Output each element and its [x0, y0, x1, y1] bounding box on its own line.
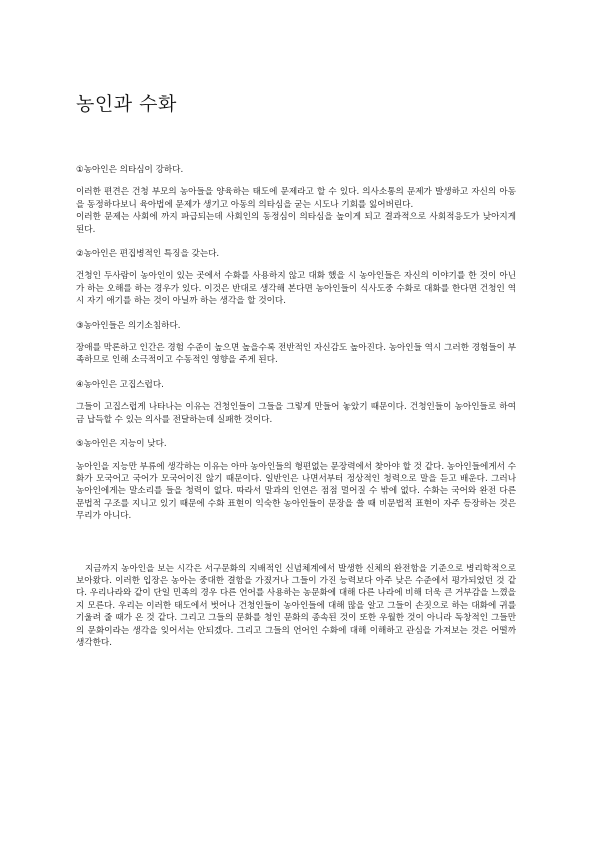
- section-heading-3: ③농아인들은 의기소침하다.: [76, 320, 181, 331]
- section-body-3: [76, 342, 516, 367]
- paragraph: 농아인을 지능만 부류에 생각하는 이유는 아마 농아인들의 형편없는 문장력에서 찾아야 할 것 같다. 농아인들에게서 수화가 모국어고 국어가 모국어이진 않기 때문이다. 일반인은 나면서부터 정상적인 청력으로 말을 듣고 배운다. 그러나 농아인에게는 말소리를 들을 청력이 없다. 따라서 말과의 인연은 점점 멀어질 수 밖에 없다. 수화는 국어와 완전 다른 문법적 구조를 지니고 있기 때문에 수화 표현이 익숙한 농아인들이 문장을 쓸 때 비문법적 표현이 자주 등장하는 것은 무리가 아니다.: [76, 461, 516, 522]
- document-title: 농인과 수화: [76, 93, 177, 115]
- section-body-1: [76, 186, 516, 236]
- section-body-2: [76, 270, 516, 307]
- section-body-4: [76, 401, 516, 426]
- section-heading-1: ①농아인은 의타심이 강하다.: [76, 165, 184, 175]
- section-heading-5: ⑤농아인은 지능이 낮다.: [76, 439, 167, 450]
- paragraph: 장애를 막론하고 인간은 경험 수준이 높으면 높을수록 전반적인 자신감도 높아진다. 농아인들 역시 그러한 경험들이 부족하므로 인해 소극적이고 수동적인 영향을 주게 된다.: [76, 343, 516, 366]
- section-heading-4: ④농아인은 고집스럽다.: [76, 379, 164, 390]
- document-body: [76, 164, 516, 649]
- section-heading-2: ②농아인은 편집병적인 특징을 갖는다.: [76, 249, 220, 260]
- paragraph: 이러한 편견은 건청 부모의 농아들을 양육하는 태도에 문제라고 할 수 있다. 의사소통의 문제가 발생하고 자신의 아동을 동정하다보니 육아법에 문제가 생기고 아동의 의타심을 굳는 시도나 기회를 잃어버린다.: [76, 187, 516, 210]
- paragraph: 건청인 두사람이 농아인이 있는 곳에서 수화를 사용하지 않고 대화 했을 시 농아인들은 자신의 이야기를 한 것이 아닌가 하는 오해를 하는 경우가 있다. 이것은 반대로 생각해 본다면 농아인들이 식사도중 수화로 대화를 한다면 건청인 역시 자기 애기를 하는 것이 아닐까 하는 생각을 할 것이다.: [76, 271, 516, 307]
- paragraph: 이러한 문제는 사회에 까지 파급되는데 사회인의 동정심이 의타심을 높이게 되고 결과적으로 사회적응도가 낮아지게 된다.: [76, 212, 516, 235]
- paragraph: 그들이 고집스럽게 나타나는 이유는 건청인들이 그들을 그렇게 만들어 놓았기 때문이다. 건청인들이 농아인들로 하여금 납득할 수 있는 의사를 전달하는데 실패한 것이다.: [76, 402, 516, 425]
- spacer: [76, 535, 516, 563]
- closing-paragraph: 지금까지 농아인을 보는 시각은 서구문화의 지배적인 신념체계에서 발생한 신체의 완전함을 기준으로 병리학적으로 보아왔다. 이러한 입장은 농아는 중대한 결함을 가졌거나 그들이 가진 능력보다 아주 낮은 수준에서 평가되었던 것 같다. 우리나라와 같이 단일 민족의 경우 다른 언어를 사용하는 농문화에 대해 다른 나라에 비해 더욱 큰 거부감을 느꼈을지 모른다. 우리는 이러한 태도에서 벗어나 건청인들이 농아인들에 대해 많을 알고 그들이 손짓으로 하는 대화에 귀를 기울려 줄 때가 온 것 같다. 그리고 그들의 문화를 청인 문화의 종속된 것이 또한 우월한 것이 아니라 독창적인 그들만의 문화이라는 생각을 잊어서는 안되겠다. 그리고 그들의 언어인 수화에 대해 이해하고 관심을 가져보는 것은 어떨까 생각한다.: [76, 563, 516, 648]
- section-body-5: [76, 461, 516, 523]
